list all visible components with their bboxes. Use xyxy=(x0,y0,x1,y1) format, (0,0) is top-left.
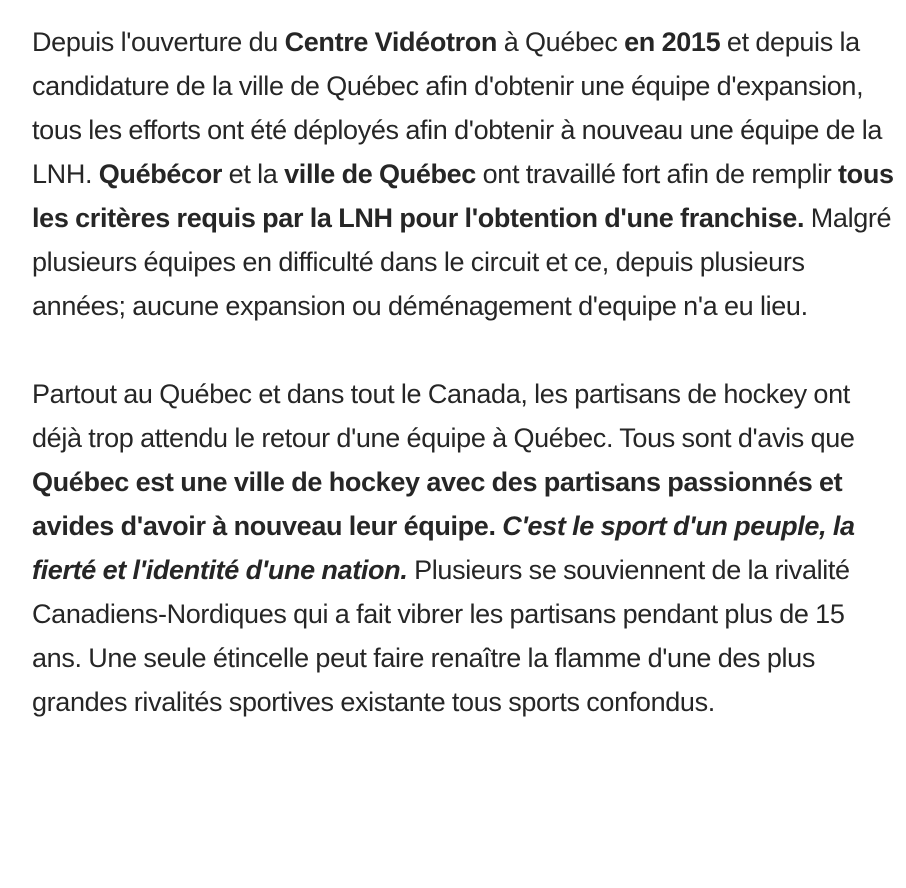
emphasis-bold: en 2015 xyxy=(624,27,721,57)
text-run: ont travaillé fort afin de remplir xyxy=(475,159,839,189)
text-run: Depuis l'ouverture du xyxy=(32,27,285,57)
text-run: à Québec xyxy=(497,27,625,57)
emphasis-bold: Québec est une ville de hockey avec des partisans passionnés et avides d'avoir à nouveau leur équipe. xyxy=(32,467,843,541)
emphasis-bold: Québécor xyxy=(98,159,223,189)
paragraph-1 xyxy=(32,20,898,328)
text-run: Plusieurs se souviennent de la rivalité Canadiens-Nordiques qui a fait vibrer les partisans pendant plus de 15 ans. Une seule étincelle peut faire renaître la flamme d'une des plus grandes rivalités sportives existante tous sports confondus. xyxy=(32,555,850,717)
emphasis-bold: ville de Québec xyxy=(284,159,476,189)
emphasis-bold: tous les critères requis par la LNH pour l'obtention d'une franchise. xyxy=(32,159,894,233)
paragraph-2 xyxy=(32,372,898,724)
text-run: Partout au Québec et dans tout le Canada, les partisans de hockey ont déjà trop attendu le retour d'une équipe à Québec. Tous sont d'avis que xyxy=(32,379,855,453)
emphasis-italic: C'est le sport d'un peuple, la fierté et l'identité d'une nation. xyxy=(32,511,855,585)
text-run: Malgré plusieurs équipes en difficulté dans le circuit et ce, depuis plusieurs années; aucune expansion ou déménagement d'equipe n'a eu lieu. xyxy=(32,203,892,321)
emphasis-bold: Centre Vidéotron xyxy=(284,27,498,57)
text-run: et depuis la candidature de la ville de Québec afin d'obtenir une équipe d'expansion, tous les efforts ont été déployés afin d'obtenir à nouveau une équipe de la LNH. xyxy=(32,27,883,189)
text-run: et la xyxy=(222,159,285,189)
